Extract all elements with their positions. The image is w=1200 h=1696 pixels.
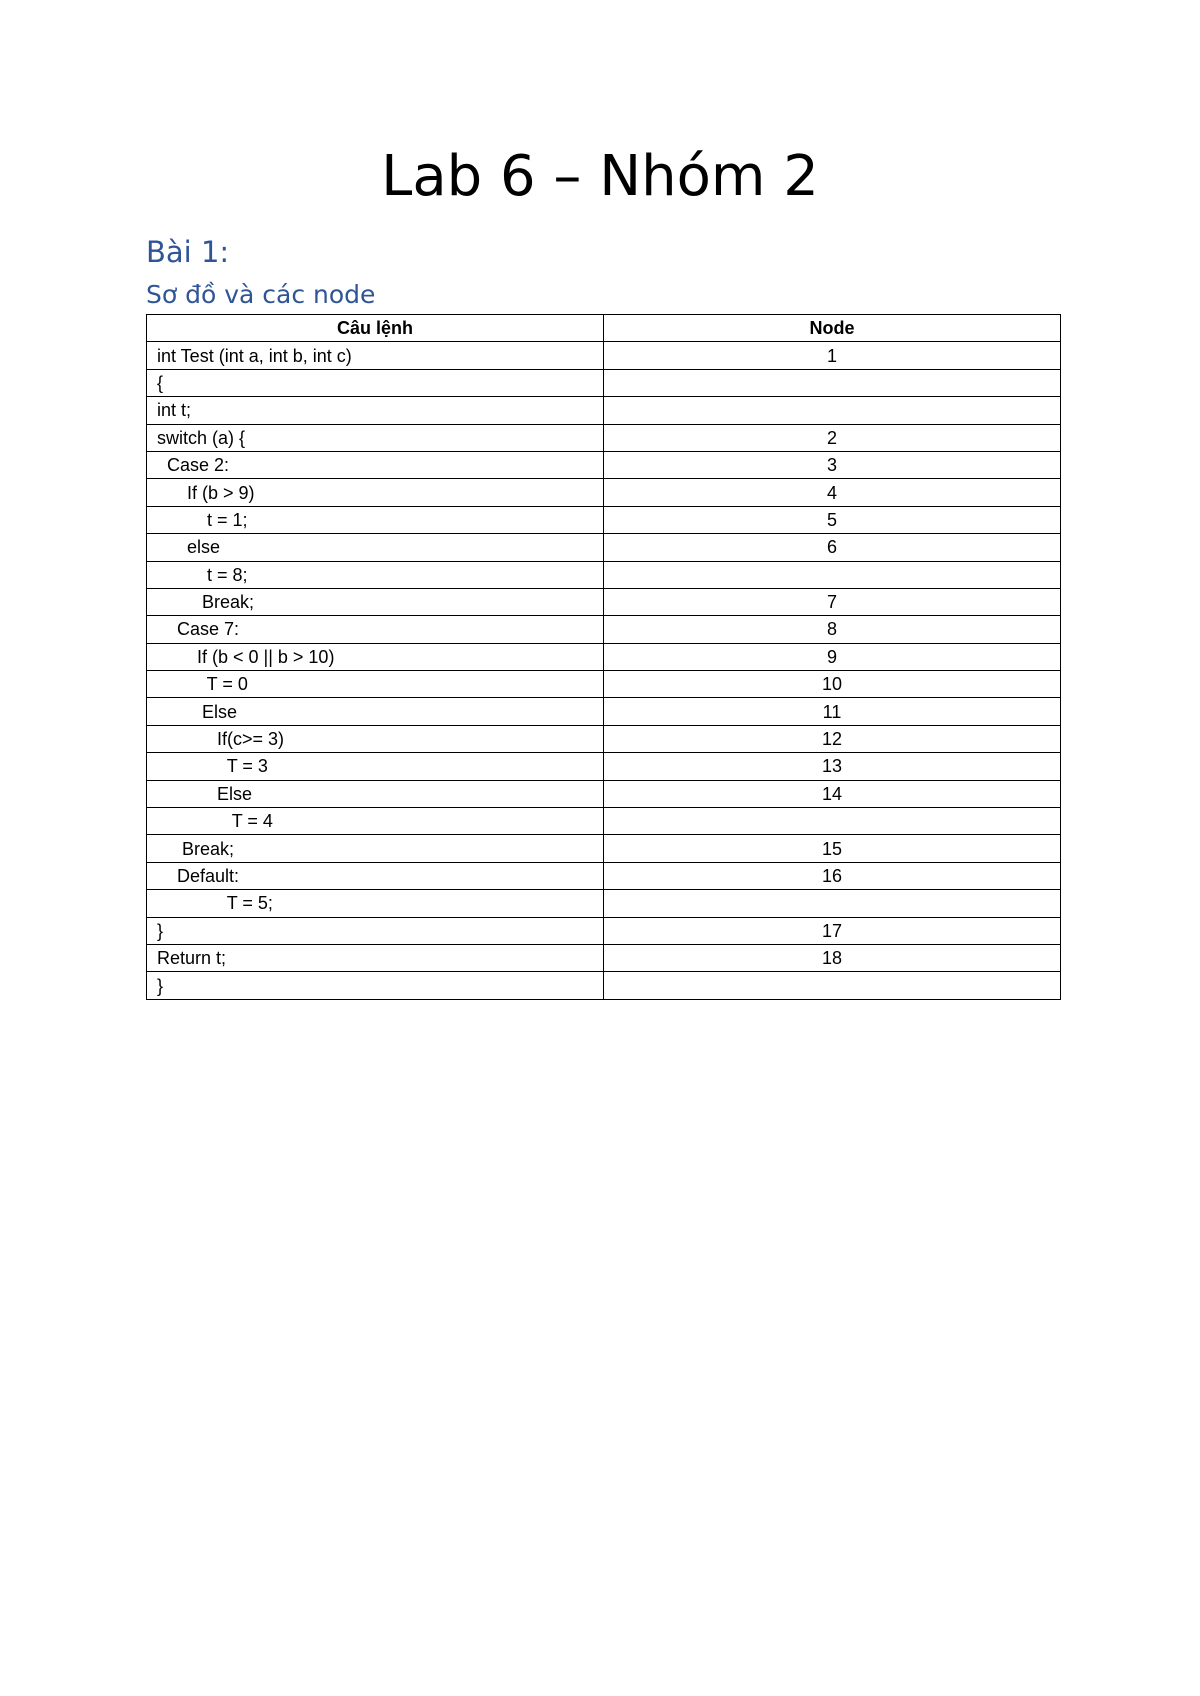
table-row — [147, 698, 1061, 725]
statement-cell: If(c>= 3) — [147, 725, 604, 752]
subsection-heading: Sơ đồ và các node — [146, 280, 376, 309]
node-cell: 4 — [604, 479, 1061, 506]
node-cell: 13 — [604, 753, 1061, 780]
table-row — [147, 671, 1061, 698]
table-row — [147, 479, 1061, 506]
node-cell: 18 — [604, 944, 1061, 971]
statement-cell: Else — [147, 698, 604, 725]
statement-cell: switch (a) { — [147, 424, 604, 451]
node-cell: 15 — [604, 835, 1061, 862]
table-row — [147, 725, 1061, 752]
statement-cell: t = 1; — [147, 506, 604, 533]
node-cell: 12 — [604, 725, 1061, 752]
statement-cell: Else — [147, 780, 604, 807]
table-row — [147, 890, 1061, 917]
table-row — [147, 780, 1061, 807]
table-row — [147, 451, 1061, 478]
statement-cell: Default: — [147, 862, 604, 889]
table-row — [147, 561, 1061, 588]
node-cell: 7 — [604, 588, 1061, 615]
table-row — [147, 862, 1061, 889]
node-cell: 5 — [604, 506, 1061, 533]
table-row — [147, 342, 1061, 369]
statement-cell: t = 8; — [147, 561, 604, 588]
table-row — [147, 397, 1061, 424]
table-row — [147, 534, 1061, 561]
statement-cell: If (b > 9) — [147, 479, 604, 506]
node-cell: 14 — [604, 780, 1061, 807]
node-cell — [604, 397, 1061, 424]
table-row — [147, 808, 1061, 835]
section-heading: Bài 1: — [146, 235, 230, 269]
table-row — [147, 753, 1061, 780]
column-header-node: Node — [604, 315, 1061, 342]
node-cell — [604, 561, 1061, 588]
table-row — [147, 616, 1061, 643]
node-cell — [604, 369, 1061, 396]
node-cell: 3 — [604, 451, 1061, 478]
table-row — [147, 588, 1061, 615]
statement-cell: T = 0 — [147, 671, 604, 698]
statement-node-table — [146, 314, 1061, 1000]
table-row — [147, 506, 1061, 533]
node-cell — [604, 890, 1061, 917]
statement-cell: Break; — [147, 835, 604, 862]
statement-cell: Case 7: — [147, 616, 604, 643]
table-row — [147, 369, 1061, 396]
statement-cell: { — [147, 369, 604, 396]
node-cell: 1 — [604, 342, 1061, 369]
statement-cell: If (b < 0 || b > 10) — [147, 643, 604, 670]
node-cell: 11 — [604, 698, 1061, 725]
table-row — [147, 835, 1061, 862]
node-cell: 6 — [604, 534, 1061, 561]
statement-cell: Case 2: — [147, 451, 604, 478]
statement-cell: Return t; — [147, 944, 604, 971]
node-cell: 2 — [604, 424, 1061, 451]
page-title: Lab 6 – Nhóm 2 — [381, 144, 819, 209]
statement-cell: int t; — [147, 397, 604, 424]
node-cell: 9 — [604, 643, 1061, 670]
node-cell: 8 — [604, 616, 1061, 643]
statement-cell: Break; — [147, 588, 604, 615]
table-row — [147, 944, 1061, 971]
node-cell: 10 — [604, 671, 1061, 698]
statement-cell: int Test (int a, int b, int c) — [147, 342, 604, 369]
table-row — [147, 917, 1061, 944]
table-row — [147, 643, 1061, 670]
column-header-statement: Câu lệnh — [147, 315, 604, 342]
table-row — [147, 424, 1061, 451]
statement-cell: T = 3 — [147, 753, 604, 780]
statement-cell: } — [147, 917, 604, 944]
node-cell: 17 — [604, 917, 1061, 944]
node-cell — [604, 972, 1061, 999]
table-header-row — [147, 315, 1061, 342]
statement-cell: T = 5; — [147, 890, 604, 917]
node-cell — [604, 808, 1061, 835]
statement-cell: T = 4 — [147, 808, 604, 835]
statement-cell: } — [147, 972, 604, 999]
node-cell: 16 — [604, 862, 1061, 889]
statement-cell: else — [147, 534, 604, 561]
table-row — [147, 972, 1061, 999]
